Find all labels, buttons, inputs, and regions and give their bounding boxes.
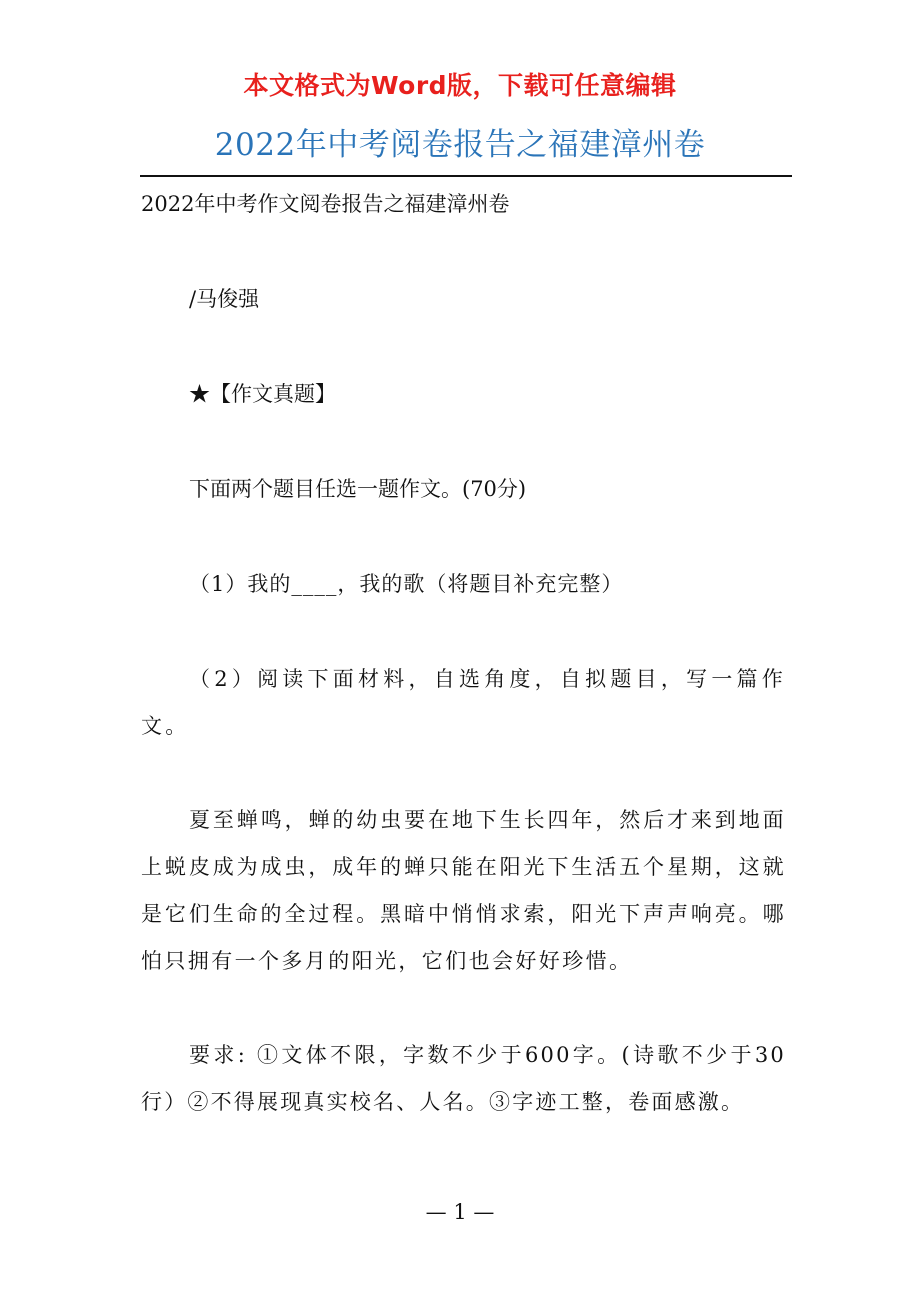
essay-option-2: （2）阅读下面材料，自选角度，自拟题目，写一篇作文。 [141, 667, 786, 738]
page-number: — 1 — [425, 1200, 495, 1224]
essay-option-1: （1）我的____，我的歌（将题目补充完整） [189, 572, 624, 596]
format-notice: 本文格式为Word版，下载可任意编辑 [243, 71, 677, 100]
document-body [141, 181, 786, 1126]
reading-material: 夏至蝉鸣，蝉的幼虫要在地下生长四年，然后才来到地面上蜕皮成为成虫，成年的蝉只能在阳光下生活五个星期，这就是它们生命的全过程。黑暗中悄悄求索，阳光下声声响亮。哪怕只拥有一个多月的阳光，它们也会好好珍惜。 [141, 808, 786, 973]
document-title: 2022年中考阅卷报告之福建漳州卷 [214, 127, 706, 163]
essay-requirements: 要求: ①文体不限，字数不少于600字。(诗歌不少于30行）②不得展现真实校名、人名。③字迹工整，卷面感激。 [141, 1043, 786, 1114]
author-line: /马俊强 [189, 287, 260, 311]
article-subtitle: 2022年中考作文阅卷报告之福建漳州卷 [141, 192, 510, 216]
section-heading: ★【作文真题】 [189, 382, 336, 406]
essay-prompt: 下面两个题目任选一题作文。(70分) [189, 477, 527, 501]
title-divider [140, 175, 792, 177]
